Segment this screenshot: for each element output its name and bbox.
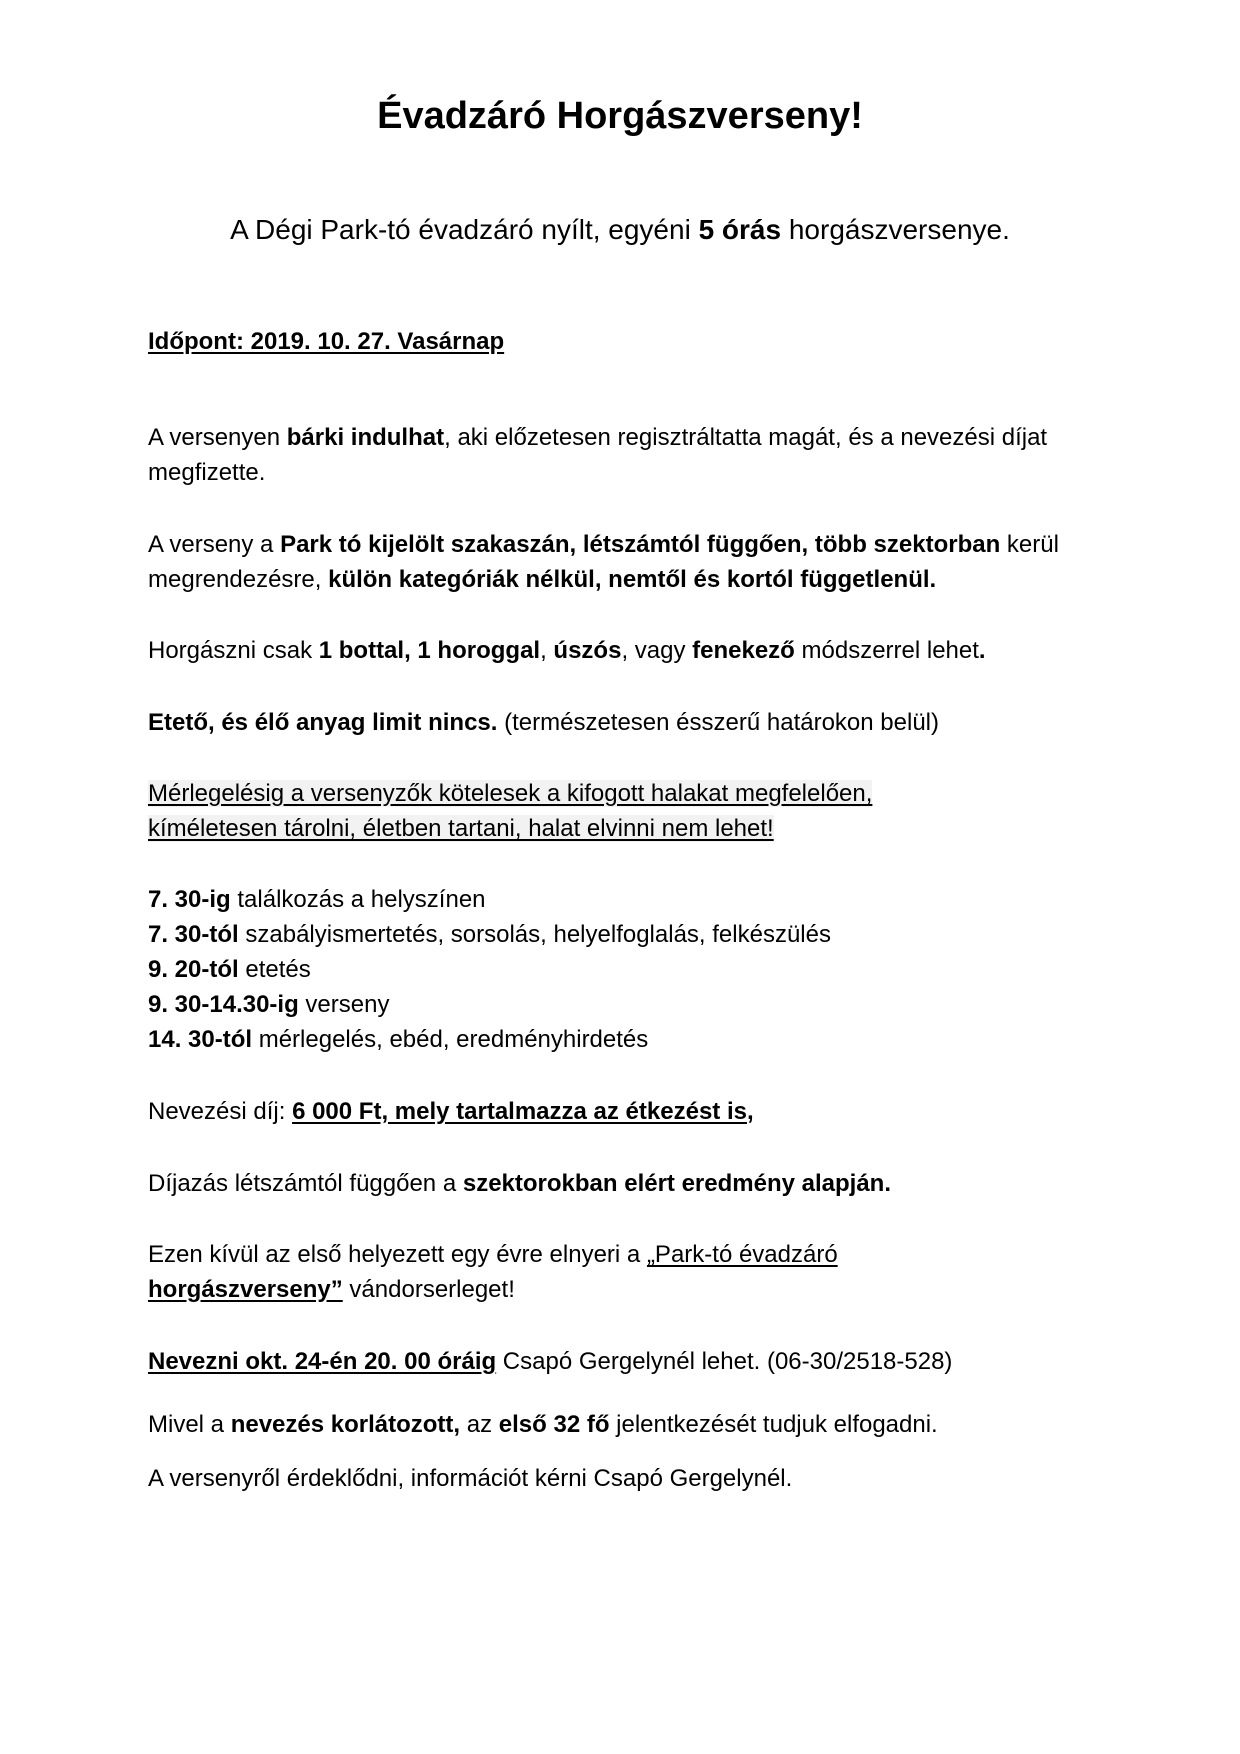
trophy-text-2: vándorserleget!	[342, 1276, 515, 1303]
schedule-text: verseny	[298, 991, 390, 1018]
schedule-time: 14. 30-tól	[148, 1026, 253, 1053]
event-date-text: Időpont: 2019. 10. 27. Vasárnap	[148, 328, 505, 355]
subtitle-text-1: A Dégi Park-tó évadzáró nyílt, egyéni	[230, 214, 699, 245]
paragraph-fish-handling	[148, 776, 1108, 846]
document-subtitle	[0, 212, 1240, 248]
paragraph-prize	[148, 1166, 1108, 1201]
document-title: Évadzáró Horgászverseny!	[377, 95, 863, 137]
schedule-item	[148, 1022, 1108, 1057]
schedule-text: mérlegelés, ebéd, eredményhirdetés	[252, 1026, 649, 1053]
event-date	[148, 324, 1108, 359]
schedule-time: 7. 30-tól	[148, 921, 239, 948]
bait-text: (természetesen ésszerű határokon belül)	[497, 709, 939, 736]
entry-deadline: Nevezni okt. 24-én 20. 00 óráig	[148, 1348, 497, 1375]
paragraph-venue	[148, 527, 1108, 597]
fish-handling-line-1: Mérlegelésig a versenyzők kötelesek a kifogott halakat megfelelően,	[148, 780, 873, 807]
schedule-text: találkozás a helyszínen	[230, 886, 486, 913]
rules-bold-1: 1 bottal, 1 horoggal	[318, 637, 541, 664]
schedule-time: 7. 30-ig	[148, 886, 231, 913]
venue-bold-1: Park tó kijelölt szakaszán, létszámtól függően, több szektorban	[280, 531, 1001, 558]
paragraph-trophy	[148, 1237, 1108, 1307]
trophy-name-part-2: horgászverseny”	[148, 1276, 343, 1303]
prize-text: Díjazás létszámtól függően a	[148, 1170, 463, 1197]
schedule-time: 9. 20-tól	[148, 956, 239, 983]
paragraph-eligibility	[148, 420, 1108, 490]
entry-contact: Csapó Gergelynél lehet. (06-30/2518-528)	[496, 1348, 953, 1375]
paragraph-fee	[148, 1094, 1108, 1129]
rules-bold-4: .	[978, 637, 986, 664]
limit-text-2: az	[460, 1411, 499, 1438]
schedule-item	[148, 917, 1108, 952]
limit-bold-2: első 32 fő	[498, 1411, 610, 1438]
trophy-name-part-1: „Park-tó évadzáró	[646, 1241, 838, 1268]
fee-label: Nevezési díj:	[148, 1098, 293, 1125]
subtitle-duration: 5 órás	[698, 214, 782, 245]
rules-bold-3: fenekező	[692, 637, 795, 664]
venue-bold-2: külön kategóriák nélkül, nemtől és kortól függetlenül.	[328, 566, 937, 593]
paragraph-bait	[148, 705, 1108, 740]
trophy-text-1: Ezen kívül az első helyezett egy évre elnyeri a	[148, 1241, 647, 1268]
venue-text-1: A verseny a	[148, 531, 281, 558]
fee-comma: ,	[746, 1098, 754, 1125]
schedule-item	[148, 952, 1108, 987]
schedule-item	[148, 987, 1108, 1022]
paragraph-rules	[148, 633, 1108, 668]
paragraph-info: A versenyről érdeklődni, információt kérni Csapó Gergelynél.	[148, 1465, 793, 1492]
rules-text-4: módszerrel lehet	[794, 637, 979, 664]
paragraph-entry	[148, 1344, 1108, 1379]
rules-bold-2: úszós	[553, 637, 622, 664]
limit-bold-1: nevezés korlátozott,	[230, 1411, 461, 1438]
bait-bold: Etető, és élő anyag limit nincs.	[148, 709, 498, 736]
eligibility-text-2: , aki előzetesen regisztráltatta magát, és a nevezési díjat megfizette.	[148, 424, 1048, 486]
subtitle-text-2: horgászversenye.	[781, 214, 1010, 245]
schedule-text: szabályismertetés, sorsolás, helyelfoglalás, felkészülés	[238, 921, 831, 948]
venue-text-2: kerül megrendezésre,	[148, 531, 1059, 593]
rules-text-3: , vagy	[621, 637, 693, 664]
eligibility-bold: bárki indulhat	[286, 424, 445, 451]
paragraph-limit	[148, 1407, 1108, 1442]
limit-text-1: Mivel a	[148, 1411, 231, 1438]
prize-bold: szektorokban elért eredmény alapján.	[462, 1170, 892, 1197]
limit-text-3: jelentkezését tudjuk elfogadni.	[609, 1411, 938, 1438]
schedule-item	[148, 882, 1108, 917]
schedule-text: etetés	[238, 956, 311, 983]
rules-text-1: Horgászni csak	[148, 637, 319, 664]
rules-text-2: ,	[540, 637, 554, 664]
fish-handling-line-2: kíméletesen tárolni, életben tartani, halat elvinni nem lehet!	[148, 815, 774, 842]
eligibility-text-1: A versenyen	[148, 424, 287, 451]
schedule-list	[148, 882, 1108, 1057]
fee-value: 6 000 Ft, mely tartalmazza az étkezést is	[292, 1098, 747, 1125]
schedule-time: 9. 30-14.30-ig	[148, 991, 299, 1018]
